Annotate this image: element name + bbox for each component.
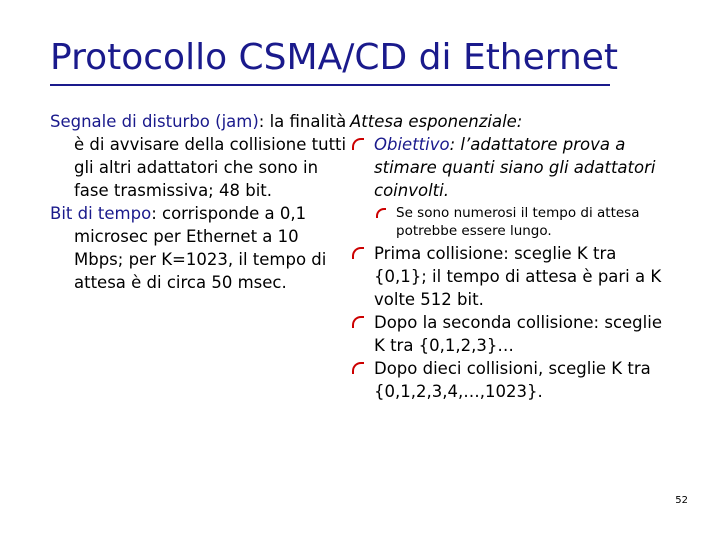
objective-subitem <box>350 204 670 240</box>
left-column <box>50 110 350 294</box>
bit-time-paragraph <box>50 202 350 294</box>
second-collision-item <box>350 311 670 357</box>
jam-paragraph <box>50 110 350 202</box>
bit-time-text: : corrisponde a 0,1 microsec per Ethernet a 10 Mbps; per K=1023, il tempo di attesa è di circa 50 msec. <box>74 204 327 292</box>
bullet-icon <box>352 138 364 150</box>
second-collision-text: Dopo la seconda collisione: sceglie K tra {0,1,2,3}… <box>374 313 662 355</box>
objective-term: Obiettivo <box>374 135 450 154</box>
right-column <box>350 110 670 403</box>
first-collision-text: Prima collisione: sceglie K tra {0,1}; il tempo di attesa è pari a K volte 512 bit. <box>374 244 662 309</box>
jam-text: : la finalità è di avvisare della collisione tutti gli altri adattatori che sono in fase trasmissiva; 48 bit. <box>74 112 347 200</box>
backoff-heading: Attesa esponenziale: <box>350 112 523 131</box>
jam-term: Segnale di disturbo (jam) <box>50 112 259 131</box>
sub-bullet-icon <box>376 208 386 218</box>
ten-collisions-text: Dopo dieci collisioni, sceglie K tra {0,1,2,3,4,…,1023}. <box>374 359 651 401</box>
title-underline <box>50 84 610 86</box>
slide-title: Protocollo CSMA/CD di Ethernet <box>50 37 619 78</box>
bullet-icon <box>352 247 364 259</box>
objective-text: : l’adattatore prova a stimare quanti siano gli adattatori coinvolti. <box>374 135 656 200</box>
bit-time-term: Bit di tempo <box>50 204 152 223</box>
bullet-icon <box>352 316 364 328</box>
bullet-icon <box>352 362 364 374</box>
first-collision-item <box>350 242 670 311</box>
page-number: 52 <box>675 495 688 506</box>
objective-subitem-text: Se sono numerosi il tempo di attesa potrebbe essere lungo. <box>396 205 640 239</box>
ten-collisions-item <box>350 357 670 403</box>
objective-item <box>350 133 670 202</box>
